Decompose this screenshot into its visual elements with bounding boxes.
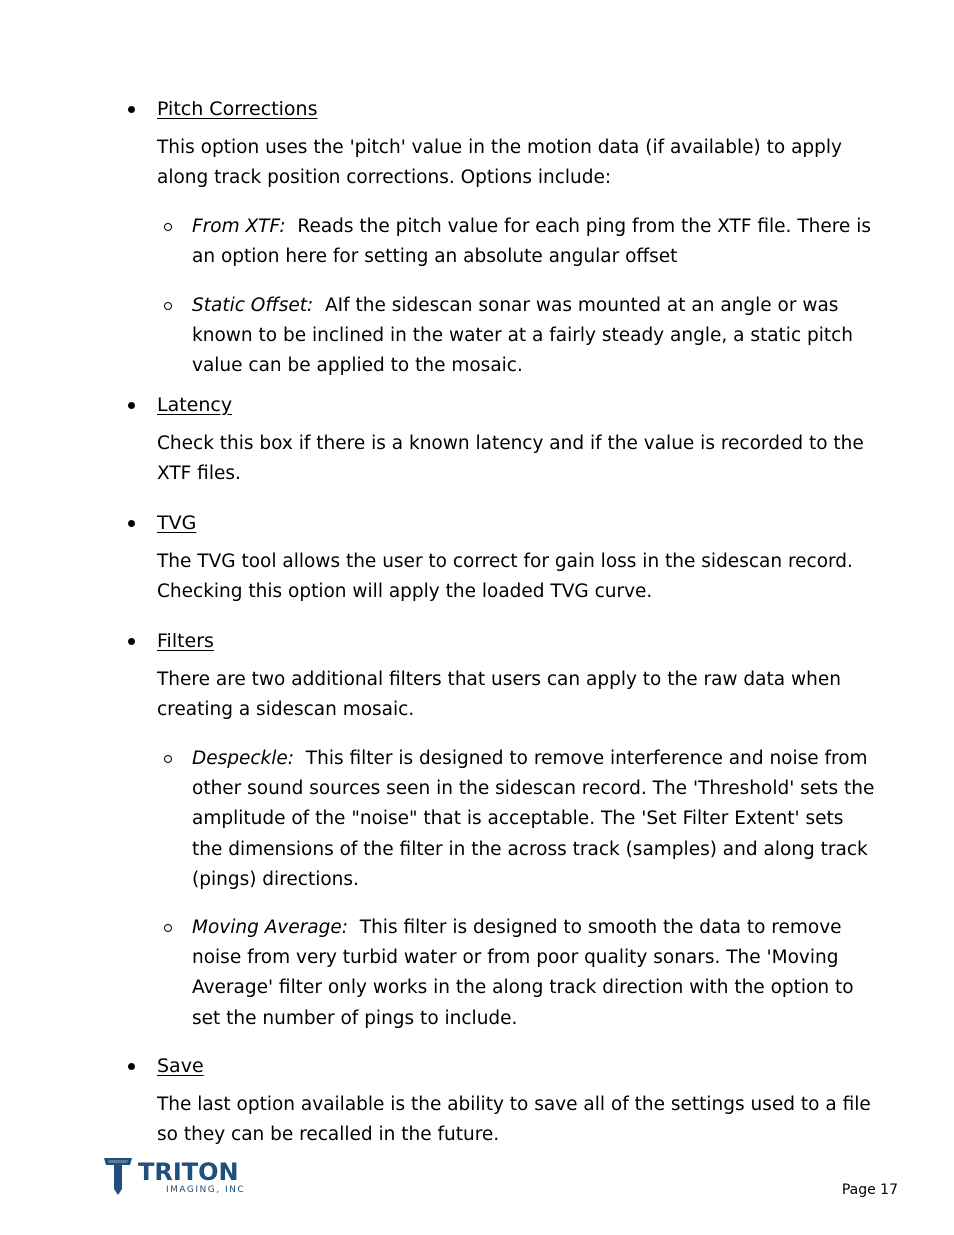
sub-item-text: [192, 913, 878, 1034]
sub-item-term: Despeckle:: [192, 748, 295, 769]
circle-bullet-icon: [164, 755, 172, 763]
circle-bullet-icon: [164, 223, 172, 231]
sub-item-text: [192, 744, 878, 895]
sub-item-term: Static Offset:: [192, 295, 314, 316]
sub-item-text: [192, 291, 878, 382]
circle-bullet-icon: [164, 302, 172, 310]
sub-item-term: From XTF:: [192, 216, 286, 237]
section-heading: TVG: [157, 512, 197, 534]
logo-wordmark: TRITON: [138, 1158, 239, 1186]
sub-item-description: AIf the sidescan sonar was mounted at an angle or was known to be inclined in the water at a fairly steady angle, a static pitch value can be applied to the mosaic.: [192, 295, 854, 377]
sub-item-term: Moving Average:: [192, 917, 349, 938]
circle-bullet-icon: [164, 924, 172, 932]
section-paragraph: The last option available is the ability to save all of the settings used to a file so they can be recalled in the future.: [157, 1094, 871, 1146]
section-paragraph: The TVG tool allows the user to correct for gain loss in the sidescan record. Checking this option will apply the loaded TVG curve.: [157, 551, 853, 603]
bullet-dot: [128, 520, 135, 527]
section-heading: Pitch Corrections: [157, 98, 318, 120]
bullet-dot: [128, 402, 135, 409]
sub-item-description: This filter is designed to smooth the data to remove noise from very turbid water or from poor quality sonars. The 'Moving Average' filter only works in the along track direction with the option to set the number of pings to include.: [192, 917, 854, 1029]
page-number: Page 17: [841, 1182, 898, 1198]
bullet-item-filters: [0, 629, 954, 655]
logo-subtitle: IMAGING, INC: [166, 1185, 246, 1195]
section-paragraph: This option uses the 'pitch' value in the motion data (if available) to apply along track position corrections. Options include:: [157, 137, 842, 189]
sub-item-description: Reads the pitch value for each ping from the XTF file. There is an option here for setting an absolute angular offset: [192, 216, 871, 268]
section-paragraph: There are two additional filters that users can apply to the raw data when creating a sidescan mosaic.: [157, 669, 841, 721]
section-heading: Latency: [157, 394, 233, 416]
sub-item-text: [192, 212, 878, 272]
bullet-item-pitch-corrections: [0, 97, 954, 123]
sub-item-description: This filter is designed to remove interference and noise from other sound sources seen in the sidescan record. The 'Threshold' sets the amplitude of the "noise" that is acceptable. The 'Set Filter Extent' sets the dimensions of the filter in the across track (samples) and along track (pings) directions.: [192, 748, 875, 890]
section-heading: Save: [157, 1055, 204, 1077]
bullet-item-save: [0, 1054, 954, 1080]
section-paragraph: Check this box if there is a known latency and if the value is recorded to the XTF files.: [157, 433, 864, 485]
triton-t-icon: [103, 1156, 133, 1196]
bullet-item-tvg: [0, 511, 954, 537]
bullet-dot: [128, 1063, 135, 1070]
triton-logo: [103, 1156, 246, 1198]
bullet-dot: [128, 638, 135, 645]
bullet-item-latency: [0, 393, 954, 419]
bullet-dot: [128, 106, 135, 113]
section-heading: Filters: [157, 630, 214, 652]
